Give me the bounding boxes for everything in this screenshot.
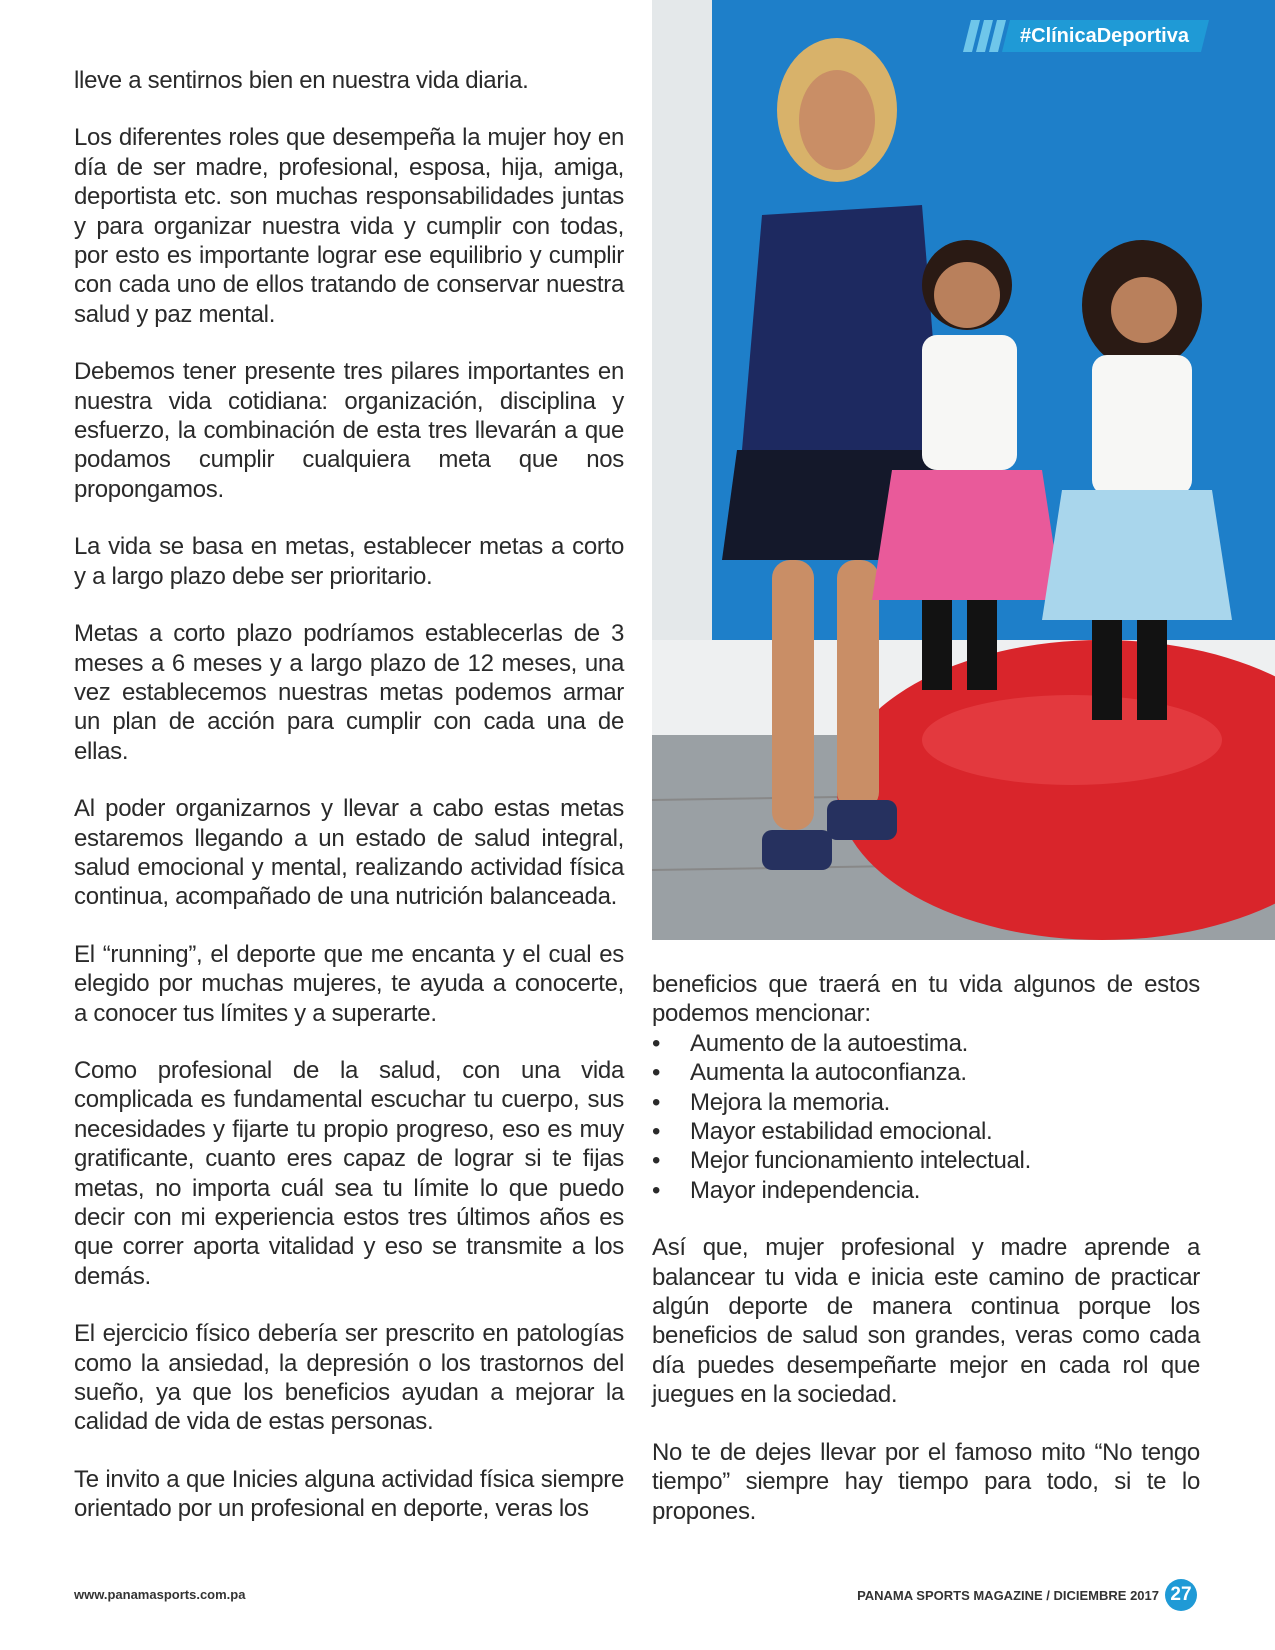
list-item: • Aumenta la autoconfianza.: [652, 1059, 967, 1087]
paragraph: No te de dejes llevar por el famoso mito “No tengo tiempo” siempre hay tiempo para todo, si te lo propones.: [652, 1438, 1200, 1525]
benefits-list: [652, 1029, 1200, 1205]
list-item: • Aumento de la autoestima.: [652, 1029, 969, 1057]
paragraph: beneficios que traerá en tu vida algunos de estos podemos mencionar:: [652, 971, 1200, 1028]
left-column: [74, 66, 624, 1552]
paragraph: Así que, mujer profesional y madre aprende a balancear tu vida e inicia este camino de practicar algún deporte de manera continua porque los beneficios de salud son grandes, veras como cada día puedes desempeñarte mejor en cada rol que juegues en la sociedad.: [652, 1234, 1200, 1409]
article-photo: [652, 0, 1275, 940]
page-number: 27: [1165, 1579, 1197, 1611]
paragraph: Debemos tener presente tres pilares importantes en nuestra vida cotidiana: organización, disciplina y esfuerzo, la combinación de esta tres llevarán a que podamos cumplir cualquiera meta que nos propongamos.: [74, 358, 624, 503]
paragraph: El “running”, el deporte que me encanta y el cual es elegido por muchas mujeres, te ayuda a conocerte, a conocer tus límites y a superarte.: [74, 940, 624, 1027]
paragraph: La vida se basa en metas, establecer metas a corto y a largo plazo debe ser prioritario.: [74, 533, 624, 590]
tag-stripes: [967, 20, 1002, 52]
list-item: • Mayor independencia.: [652, 1176, 921, 1204]
footer-info: [857, 1580, 1197, 1610]
paragraph: Como profesional de la salud, con una vida complicada es fundamental escuchar tu cuerpo, sus necesidades y fijarte tu propio progreso, eso es muy gratificante, cuanto eres capaz de lograr si te fijas metas, no importa cuál sea tu límite lo que puedo decir con mi experiencia estos tres últimos años es que correr aporta vitalidad y eso se transmite a los demás.: [74, 1056, 624, 1290]
section-tag: [967, 20, 1205, 52]
paragraph: Te invito a que Inicies alguna actividad física siempre orientado por un profesional en deporte, veras los: [74, 1465, 624, 1523]
list-item: • Mejor funcionamiento intelectual.: [652, 1147, 1031, 1175]
bullet-icon: •: [652, 1118, 661, 1146]
list-item: • Mejora la memoria.: [652, 1088, 890, 1116]
paragraph: Los diferentes roles que desempeña la mujer hoy en día de ser madre, profesional, esposa, hija, amiga, deportista etc. son muchas responsabilidades juntas y para organizar nuestra vida y cumplir con todas, por esto es importante lograr ese equilibrio y cumplir con cada uno de ellos tratando de conservar nuestra salud y paz mental.: [74, 124, 624, 328]
bullet-icon: •: [652, 1029, 661, 1057]
paragraph: El ejercicio físico debería ser prescrito en patologías como la ansiedad, la depresión o los trastornos del sueño, ya que los beneficios ayudan a mejorar la calidad de vida de estas personas.: [74, 1320, 624, 1436]
paragraph: lleve a sentirnos bien en nuestra vida diaria.: [74, 67, 529, 94]
paragraph: Al poder organizarnos y llevar a cabo estas metas estaremos llegando a un estado de salud integral, salud emocional y mental, realizando actividad física continua, acompañado de una nutrición balanceada.: [74, 795, 624, 911]
paragraph: Metas a corto plazo podríamos establecerlas de 3 meses a 6 meses y a largo plazo de 12 meses, una vez establecemos nuestras metas podemos armar un plan de acción para cumplir con cada una de ellas.: [74, 620, 624, 765]
list-item: • Mayor estabilidad emocional.: [652, 1118, 993, 1146]
footer-website[interactable]: www.panamasports.com.pa: [74, 1587, 246, 1602]
section-tag-label: #ClínicaDeportiva: [1002, 20, 1209, 52]
bullet-icon: •: [652, 1147, 661, 1175]
bullet-icon: •: [652, 1088, 661, 1116]
bullet-icon: •: [652, 1059, 661, 1087]
bullet-icon: •: [652, 1176, 661, 1204]
right-column: [652, 970, 1200, 1554]
footer-magazine: PANAMA SPORTS MAGAZINE / DICIEMBRE 2017: [857, 1587, 1159, 1603]
